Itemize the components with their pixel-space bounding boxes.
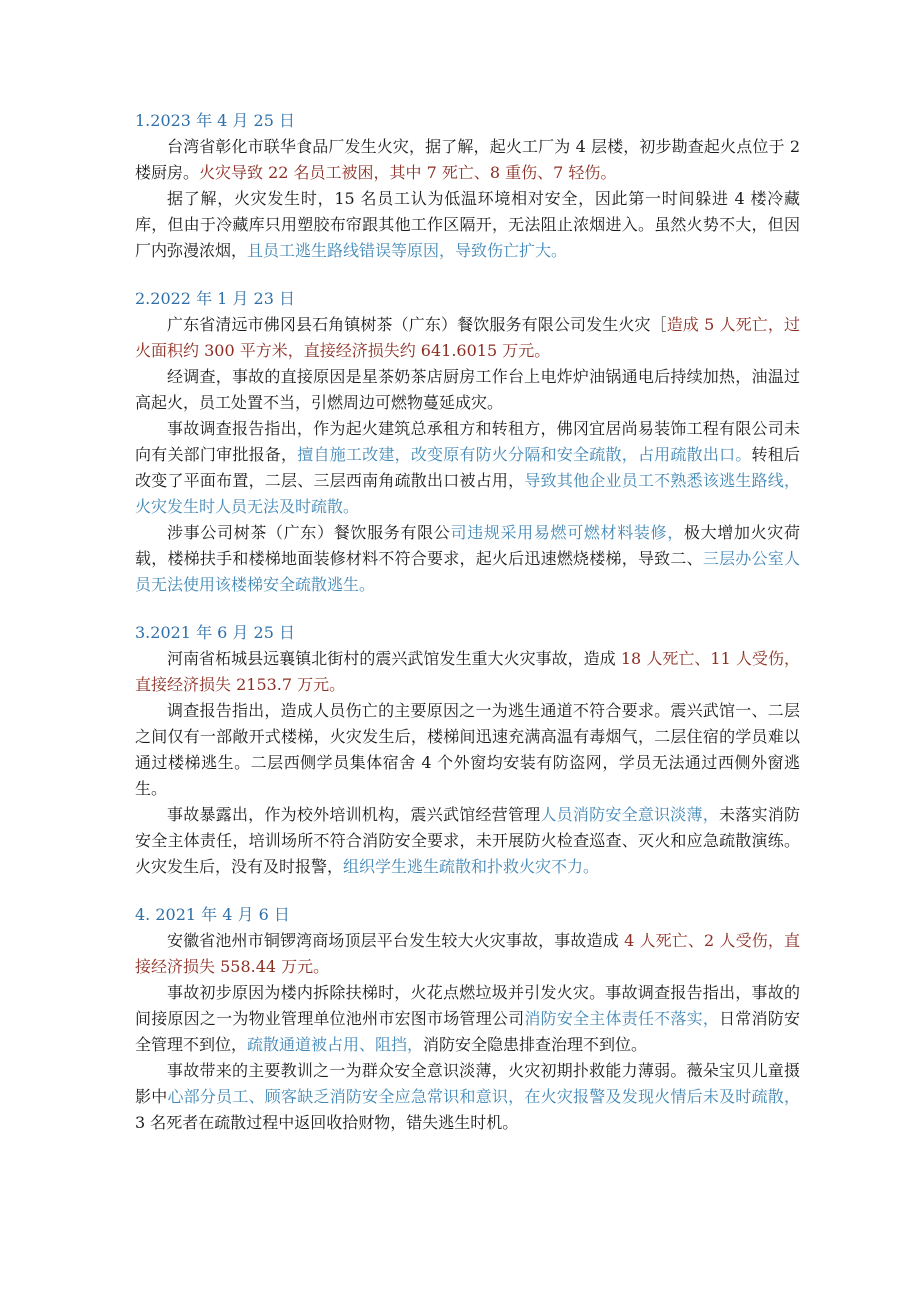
paragraph <box>135 980 800 1058</box>
incident-date-heading: 4. 2021 年 4 月 6 日 <box>135 905 290 924</box>
text-run: 日常消防安全管理不到位， <box>135 1009 800 1054</box>
text-run: 广东省清远市佛冈县石角镇树茶（广东）餐饮服务有限公司发生火灾［ <box>167 315 667 334</box>
cause-highlight: 人员消防安全意识淡薄， <box>540 805 720 824</box>
text-run: 事故暴露出，作为校外培训机构，震兴武馆经营管理 <box>167 805 541 824</box>
paragraph <box>135 186 800 264</box>
cause-highlight: 心部分员工、顾客缺乏消防安全应急常识和意识，在火灾报警及发现火情后未及时疏散， <box>167 1087 800 1106</box>
paragraph <box>135 312 800 364</box>
incident-section <box>135 902 800 1136</box>
text-run: 事故初步原因为楼内拆除扶梯时，火花点燃垃圾并引发火灾。事故调查报告指出，事故的间接原因之一为物业管理单位池州市宏图市场管理公司 <box>135 983 800 1028</box>
paragraph <box>135 1058 800 1136</box>
incident-section <box>135 286 800 598</box>
incident-section <box>135 620 800 880</box>
text-run: 调查报告指出，造成人员伤亡的主要原因之一为逃生通道不符合要求。震兴武馆一、二层之间仅有一部敞开式楼梯，火灾发生后，楼梯间迅速充满高温有毒烟气，二层住宿的学员难以通过楼梯逃生。二层西侧学员集体宿舍 4 个外窗均安装有防盗网，学员无法通过西侧外窗逃生。 <box>135 701 800 798</box>
text-run: 经调查，事故的直接原因是星茶奶茶店厨房工作台上电炸炉油锅通电后持续加热，油温过高起火，员工处置不当，引燃周边可燃物蔓延成灾。 <box>135 367 800 412</box>
text-run: 事故带来的主要教训之一为群众安全意识淡薄，火灾初期扑救能力薄弱。薇朵宝贝儿童摄影中 <box>135 1061 800 1106</box>
cause-highlight: 导致其他企业员工不熟悉该逃生路线，火灾发生时人员无法及时疏散。 <box>135 471 800 516</box>
text-run: 极大增加火灾荷载，楼梯扶手和楼梯地面装修材料不符合要求，起火后迅速燃烧楼梯，导致二、 <box>135 523 800 568</box>
casualty-highlight: 18 人死亡、11 人受伤，直接经济损失 2153.7 万元。 <box>135 649 800 694</box>
incident-date-heading: 2.2022 年 1 月 23 日 <box>135 289 295 308</box>
cause-highlight: 疏散通道被占用、阻挡， <box>247 1035 424 1054</box>
casualty-highlight: 火灾导致 22 名员工被困，其中 7 死亡、8 重伤、7 轻伤。 <box>199 163 617 182</box>
casualty-highlight: 造成 5 人死亡，过火面积约 300 平方米，直接经济损失约 641.6015 万元。 <box>135 315 800 360</box>
text-run: 3 名死者在疏散过程中返回收拾财物，错失逃生时机。 <box>135 1113 519 1132</box>
cause-highlight: 三层办公室人员无法使用该楼梯安全疏散逃生。 <box>135 549 800 594</box>
casualty-highlight: 4 人死亡、2 人受伤，直接经济损失 558.44 万元。 <box>135 931 800 976</box>
text-run: 据了解，火灾发生时，15 名员工认为低温环境相对安全，因此第一时间躲进 4 楼冷藏库，但由于冷藏库只用塑胶布帘跟其他工作区隔开，无法阻止浓烟进入。虽然火势不大，但因厂内弥漫浓烟， <box>135 189 800 260</box>
text-run: 转租后改变了平面布置，二层、三层西南角疏散出口被占用， <box>135 445 800 490</box>
cause-highlight: 司违规采用易燃可燃材料装修， <box>450 523 684 542</box>
paragraph <box>135 802 800 880</box>
cause-highlight: 擅自施工改建，改变原有防火分隔和安全疏散，占用疏散出口。 <box>297 445 752 464</box>
cause-highlight: 且员工逃生路线错误等原因，导致伤亡扩大。 <box>247 241 568 260</box>
cause-highlight: 消防安全主体责任不落实， <box>524 1009 720 1028</box>
paragraph <box>135 416 800 520</box>
text-run: 安徽省池州市铜锣湾商场顶层平台发生较大火灾事故，事故造成 <box>167 931 625 950</box>
paragraph <box>135 698 800 802</box>
text-run: 事故调查报告指出，作为起火建筑总承租方和转租方，佛冈宜居尚易装饰工程有限公司未向有关部门审批报备， <box>135 419 800 464</box>
text-run: 河南省柘城县远襄镇北街村的震兴武馆发生重大火灾事故，造成 <box>167 649 621 668</box>
paragraph <box>135 134 800 186</box>
paragraph <box>135 364 800 416</box>
paragraph <box>135 646 800 698</box>
incident-date-heading: 1.2023 年 4 月 25 日 <box>135 111 295 130</box>
document-body <box>135 108 800 1158</box>
text-run: 未落实消防安全主体责任，培训场所不符合消防安全要求，未开展防火检查巡查、灭火和应急疏散演练。火灾发生后，没有及时报警， <box>135 805 800 876</box>
incident-date-heading: 3.2021 年 6 月 25 日 <box>135 623 295 642</box>
paragraph <box>135 928 800 980</box>
text-run: 涉事公司树茶（广东）餐饮服务有限公 <box>167 523 451 542</box>
paragraph <box>135 520 800 598</box>
text-run: 台湾省彰化市联华食品厂发生火灾，据了解，起火工厂为 4 层楼，初步勘查起火点位于 2 楼厨房。 <box>135 137 800 182</box>
cause-highlight: 组织学生逃生疏散和扑救火灾不力。 <box>343 857 600 876</box>
incident-section <box>135 108 800 264</box>
text-run: 消防安全隐患排查治理不到位。 <box>423 1035 648 1054</box>
